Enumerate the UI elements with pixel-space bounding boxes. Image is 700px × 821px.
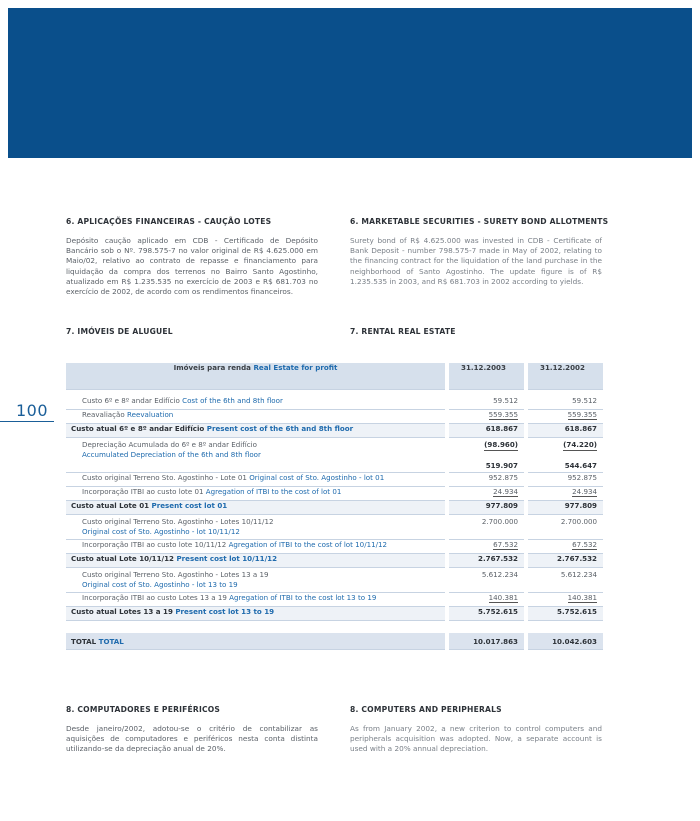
row-label-pt: Depreciação Acumulada do 6º e 8º andar Edifício (82, 440, 257, 449)
table-row (66, 515, 603, 540)
page-number-rule (0, 421, 54, 422)
section-8-pt (66, 705, 318, 755)
header-label-en: Real Estate for profit (253, 363, 338, 372)
row-value-2002-net: 544.647 (564, 461, 597, 470)
row-label-en: Present cost lot 13 to 19 (175, 607, 275, 616)
table-row (66, 540, 603, 554)
row-label-en: Present cost lot 01 (151, 501, 228, 510)
row-label-en: Present cost of the 6th and 8th floor (206, 424, 354, 433)
total-label-pt: TOTAL (71, 636, 99, 646)
page-number: 100 (16, 401, 49, 420)
row-value-2003: 140.381 (488, 593, 518, 602)
row-label-pt: Reavaliação (82, 410, 127, 419)
total-value-2003: 10.017.863 (449, 633, 524, 650)
row-label-pt: Custo original Terreno Sto. Agostinho - Lotes 13 a 19 (82, 570, 269, 579)
total-value-2002: 10.042.603 (528, 633, 603, 650)
section-6-pt (66, 217, 318, 297)
header-col-2002: 31.12.2002 (528, 363, 603, 390)
row-label-en: Reevaluation (127, 410, 174, 419)
row-value-2002: 5.612.234 (528, 568, 603, 593)
header-banner (8, 8, 692, 158)
row-label-pt: Incorporação ITBI ao custo Lotes 13 a 19 (82, 593, 230, 602)
section-7-en-title: 7. RENTAL REAL ESTATE (350, 327, 456, 336)
row-label-pt: Custo original Terreno Sto. Agostinho - Lotes 10/11/12 (82, 517, 274, 526)
row-value-2003: 2.700.000 (449, 515, 524, 540)
row-value-2003: (98.960) (484, 440, 518, 449)
section-8-pt-body: Desde janeiro/2002, adotou-se o critério de contabilizar as aquisições de computadores e periféricos nesta conta distinta utilizando-se da depreciação anual de 20%. (66, 724, 318, 754)
row-label-en: Cost of the 6th and 8th floor (182, 396, 283, 405)
row-value-2003: 24.934 (493, 487, 518, 496)
row-value-2003: 5.752.615 (449, 607, 524, 621)
table-row (66, 593, 603, 607)
row-value-2002: 59.512 (528, 396, 603, 410)
row-value-2003: 952.875 (449, 473, 524, 487)
row-value-2002: 952.875 (528, 473, 603, 487)
section-8-pt-title: 8. COMPUTADORES E PERIFÉRICOS (66, 705, 221, 714)
row-value-2003: 5.612.234 (449, 568, 524, 593)
row-label-pt: Custo 6º e 8º andar Edifício (82, 396, 183, 405)
row-value-2003: 67.532 (493, 540, 518, 549)
row-value-2002: 140.381 (567, 593, 597, 602)
row-label-en: Accumulated Depreciation of the 6th and 8th floor (82, 450, 261, 459)
section-6-en-body: Surety bond of R$ 4.625.000 was invested in CDB - Certificate of Bank Deposit - number 798.575-7 made in May of 2002, relating to the financing contract for the liquidation of the land purchase in the neighborhood of Santo Agostinho. The update figure is of R$ 1.235.535 in 2003, and R$ 681.703 in 2002 according to yields. (350, 236, 602, 286)
table-row (66, 396, 603, 410)
row-label-en: Agregation of ITBI to the cost of lot 01 (205, 487, 342, 496)
section-8-en (350, 705, 602, 755)
header-label (66, 363, 445, 390)
row-label-en: Present cost lot 10/11/12 (176, 554, 278, 563)
section-8-en-body: As from January 2002, a new criterion to control computers and peripherals acquisition was adopted. Now, a separate account is used with a 20% annual depreciation. (350, 724, 602, 754)
table-header (66, 363, 603, 390)
row-label-pt: Incorporação ITBI ao custo lote 10/11/12 (82, 540, 229, 549)
row-label-pt: Custo atual Lotes 13 a 19 (71, 607, 176, 616)
subtotal-row (66, 607, 603, 621)
section-6-en-title: 6. MARKETABLE SECURITIES - SURETY BOND ALLOTMENTS (350, 217, 609, 226)
table-row (66, 487, 603, 501)
section-7-pt-title: 7. IMÓVEIS DE ALUGUEL (66, 327, 173, 336)
header-label-pt: Imóveis para renda (173, 363, 254, 372)
rental-real-estate-table (66, 363, 603, 650)
row-label-pt: Incorporação ITBI ao custo lote 01 (82, 487, 206, 496)
row-value-2002: (74.220) (563, 440, 597, 449)
subtotal-row (66, 501, 603, 515)
row-label-en: Original cost of Sto. Agostinho - lot 01 (249, 473, 385, 482)
row-label-en: Original cost of Sto. Agostinho - lot 13 to 19 (82, 580, 238, 589)
section-7-pt (66, 327, 318, 336)
row-value-2002: 618.867 (528, 424, 603, 438)
row-value-2003: 977.809 (449, 501, 524, 515)
row-value-2003: 59.512 (449, 396, 524, 410)
row-value-2003: 618.867 (449, 424, 524, 438)
row-label-pt: Custo atual 6º e 8º andar Edifício (71, 424, 207, 433)
row-value-2002: 67.532 (572, 540, 597, 549)
row-value-2003-net: 519.907 (485, 461, 518, 470)
subtotal-row (66, 424, 603, 438)
section-6-pt-body: Depósito caução aplicado em CDB - Certificado de Depósito Bancário sob o Nº. 798.575-7 no valor original de R$ 4.625.000 em Maio/02, relativo ao contrato de repasse e financiamento para liquidação da compra dos terrenos no Bairro Santo Agostinho, atualizado em R$ 1.235.535 no exercício de 2003 e R$ 681.703 no exercício de 2002, de acordo com os rendimentos financeiros. (66, 236, 318, 297)
table-row (66, 438, 603, 473)
row-value-2003: 2.767.532 (449, 554, 524, 568)
row-label-en: Agregation of ITBI to the cost of lot 10/11/12 (228, 540, 388, 549)
section-6-pt-title: 6. APLICAÇÕES FINANCEIRAS - CAUÇÃO LOTES (66, 217, 272, 226)
row-value-2002: 559.355 (567, 410, 597, 419)
row-value-2002: 2.767.532 (528, 554, 603, 568)
table-row (66, 410, 603, 424)
subtotal-row (66, 554, 603, 568)
total-label-en: TOTAL (98, 636, 124, 646)
table-row (66, 473, 603, 487)
section-6-en (350, 217, 609, 287)
row-label-pt: Custo atual Lote 01 (71, 501, 152, 510)
table-row (66, 568, 603, 593)
row-value-2002: 977.809 (528, 501, 603, 515)
row-value-2002: 5.752.615 (528, 607, 603, 621)
row-value-2002: 2.700.000 (528, 515, 603, 540)
row-label-en: Agregation of ITBI to the cost lot 13 to 19 (229, 593, 377, 602)
section-7-en (350, 327, 602, 336)
header-col-2003: 31.12.2003 (449, 363, 524, 390)
row-value-2002: 24.934 (572, 487, 597, 496)
row-label-pt: Custo original Terreno Sto. Agostinho - Lote 01 (82, 473, 250, 482)
row-value-2003: 559.355 (488, 410, 518, 419)
row-label-pt: Custo atual Lote 10/11/12 (71, 554, 177, 563)
row-label-en: Original cost of Sto. Agostinho - lot 10/11/12 (82, 527, 240, 536)
total-row (66, 633, 603, 650)
section-8-en-title: 8. COMPUTERS AND PERIPHERALS (350, 705, 502, 714)
